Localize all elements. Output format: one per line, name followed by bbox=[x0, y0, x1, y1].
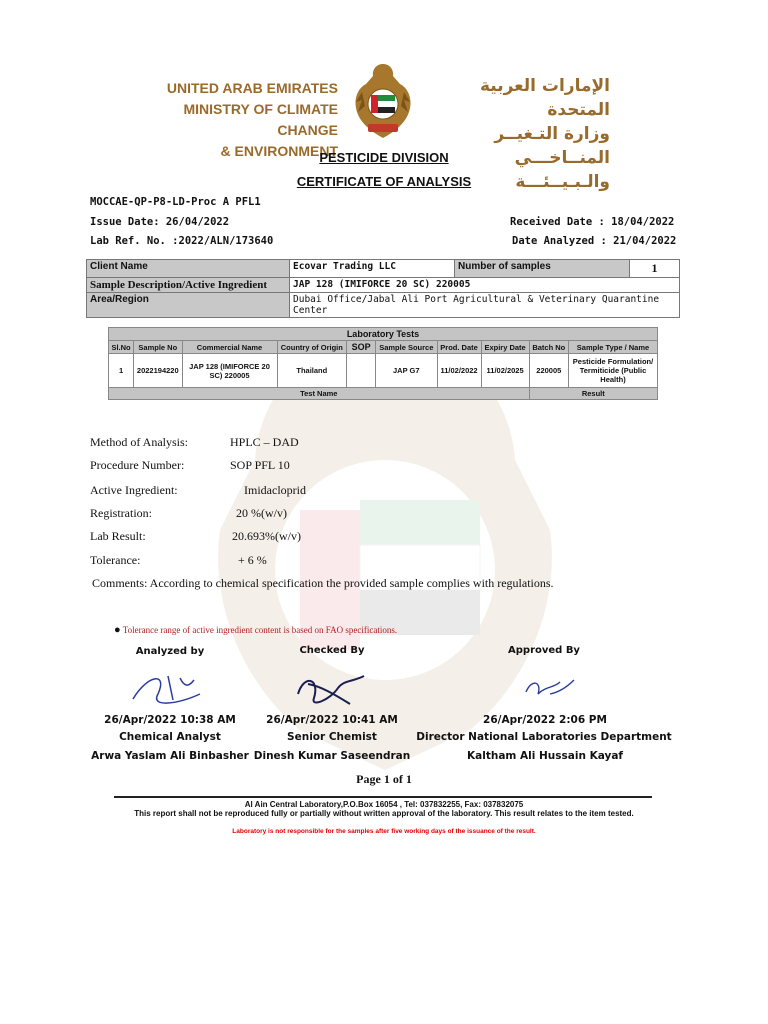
chemist-name: Dinesh Kumar Saseendran bbox=[253, 750, 411, 762]
cell-batch-no: 220005 bbox=[529, 354, 568, 388]
cell-prod-date: 11/02/2022 bbox=[437, 354, 481, 388]
analyst-datetime: 26/Apr/2022 10:38 AM bbox=[104, 714, 236, 726]
footer-address: Al Ain Central Laboratory,P.O.Box 16054 , Tel: 037832255, Fax: 037832075 bbox=[244, 800, 524, 809]
header-ar-country: الإمارات العربية المتحدة bbox=[479, 76, 610, 120]
cell-slno: 1 bbox=[109, 354, 134, 388]
col-header-slno: Sl.No bbox=[109, 341, 134, 354]
active-ingredient-label: Active Ingredient: bbox=[90, 483, 178, 497]
signature-chemist-icon bbox=[290, 664, 374, 712]
col-header-sample-source: Sample Source bbox=[376, 341, 437, 354]
footer-responsibility: Laboratory is not responsible for the samples after five working days of the issuance of the result. bbox=[232, 828, 536, 835]
method-label: Method of Analysis: bbox=[90, 435, 188, 449]
result-label: Result bbox=[529, 388, 657, 400]
lab-result-value: 20.693%(w/v) bbox=[232, 529, 301, 543]
tolerance-note-text: Tolerance range of active ingredient content is based on FAO specifications. bbox=[122, 625, 398, 635]
signature-director-icon bbox=[520, 672, 580, 704]
col-header-sample-type: Sample Type / Name bbox=[569, 341, 658, 354]
client-name-label: Client Name bbox=[87, 260, 290, 278]
signature-analyst-icon bbox=[128, 664, 208, 712]
lab-ref: Lab Ref. No. :2022/ALN/173640 bbox=[90, 235, 274, 247]
lab-tests-title: Laboratory Tests bbox=[109, 328, 658, 341]
test-name-label: Test Name bbox=[109, 388, 530, 400]
received-date: Received Date : 18/04/2022 bbox=[510, 216, 675, 228]
cell-sop bbox=[347, 354, 376, 388]
col-header-country: Country of Origin bbox=[277, 341, 347, 354]
analyzed-by-heading: Analyzed by bbox=[135, 646, 205, 657]
cell-country: Thailand bbox=[277, 354, 347, 388]
header-environment: & ENVIRONMENT bbox=[220, 143, 338, 159]
tolerance-label: Tolerance: bbox=[90, 553, 141, 567]
registration-value: 20 %(w/v) bbox=[236, 506, 287, 520]
method-value: HPLC – DAD bbox=[230, 435, 299, 449]
sample-description-value: JAP 128 (IMIFORCE 20 SC) 220005 bbox=[290, 278, 680, 293]
client-name-value: Ecovar Trading LLC bbox=[290, 260, 455, 278]
active-ingredient-value: Imidacloprid bbox=[244, 483, 306, 497]
cell-sample-no: 2022194220 bbox=[134, 354, 182, 388]
header-ar-environment: والـبـيــئـــة bbox=[515, 172, 610, 192]
header-country: UNITED ARAB EMIRATES bbox=[166, 80, 338, 96]
laboratory-tests-table bbox=[108, 327, 658, 400]
num-samples-label: Number of samples bbox=[455, 260, 630, 278]
col-header-batch-no: Batch No bbox=[529, 341, 568, 354]
doc-code: MOCCAE-QP-P8-LD-Proc A PFL1 bbox=[90, 196, 261, 208]
analyst-role: Chemical Analyst bbox=[119, 731, 221, 743]
director-datetime: 26/Apr/2022 2:06 PM bbox=[483, 714, 607, 726]
division-title: PESTICIDE DIVISION bbox=[319, 150, 449, 165]
col-header-commercial-name: Commercial Name bbox=[182, 341, 277, 354]
col-header-expiry-date: Expiry Date bbox=[481, 341, 529, 354]
cell-commercial-name: JAP 128 (IMIFORCE 20 SC) 220005 bbox=[182, 354, 277, 388]
num-samples-value: 1 bbox=[630, 260, 680, 278]
registration-label: Registration: bbox=[90, 506, 152, 520]
client-info-table bbox=[86, 259, 680, 318]
tolerance-note bbox=[114, 624, 397, 636]
sample-description-label: Sample Description/Active Ingredient bbox=[87, 278, 290, 293]
col-header-sop: SOP bbox=[347, 341, 376, 354]
procedure-value: SOP PFL 10 bbox=[230, 458, 290, 472]
area-region-label: Area/Region bbox=[87, 293, 290, 318]
approved-by-heading: Approved By bbox=[508, 645, 580, 656]
date-analyzed: Date Analyzed : 21/04/2022 bbox=[512, 235, 677, 247]
cell-sample-source: JAP G7 bbox=[376, 354, 437, 388]
footer-disclaimer: This report shall not be reproduced fully or partially without written approval of the laboratory. This result relates to the item tested. bbox=[134, 809, 634, 818]
chemist-datetime: 26/Apr/2022 10:41 AM bbox=[266, 714, 398, 726]
chemist-role: Senior Chemist bbox=[287, 731, 377, 743]
certificate-title: CERTIFICATE OF ANALYSIS bbox=[296, 174, 472, 189]
lab-tests-header-row bbox=[109, 341, 658, 354]
footer-divider bbox=[114, 796, 652, 798]
cell-sample-type: Pesticide Formulation/ Termiticide (Public Health) bbox=[569, 354, 658, 388]
table-row bbox=[109, 354, 658, 388]
analyst-name: Arwa Yaslam Ali Binbasher bbox=[91, 750, 249, 762]
director-name: Kaltham Ali Hussain Kayaf bbox=[467, 750, 623, 762]
cell-expiry-date: 11/02/2025 bbox=[481, 354, 529, 388]
page-number: Page 1 of 1 bbox=[356, 772, 412, 786]
lab-result-label: Lab Result: bbox=[90, 529, 146, 543]
procedure-label: Procedure Number: bbox=[90, 458, 185, 472]
checked-by-heading: Checked By bbox=[299, 645, 365, 656]
bullet-icon: ● bbox=[114, 624, 121, 636]
col-header-sample-no: Sample No bbox=[134, 341, 182, 354]
header-ar-ministry: وزارة التـغيــر المنــاخـــي bbox=[494, 124, 610, 168]
comments: Comments: According to chemical specification the provided sample complies with regulations. bbox=[92, 576, 554, 590]
tolerance-value: + 6 % bbox=[238, 553, 267, 567]
header-ministry: MINISTRY OF CLIMATE CHANGE bbox=[183, 101, 338, 138]
director-role: Director National Laboratories Department bbox=[416, 731, 672, 743]
uae-emblem-logo bbox=[352, 62, 414, 140]
col-header-prod-date: Prod. Date bbox=[437, 341, 481, 354]
issue-date: Issue Date: 26/04/2022 bbox=[90, 216, 230, 228]
area-region-value: Dubai Office/Jabal Ali Port Agricultural & Veterinary Quarantine Center bbox=[290, 293, 680, 318]
